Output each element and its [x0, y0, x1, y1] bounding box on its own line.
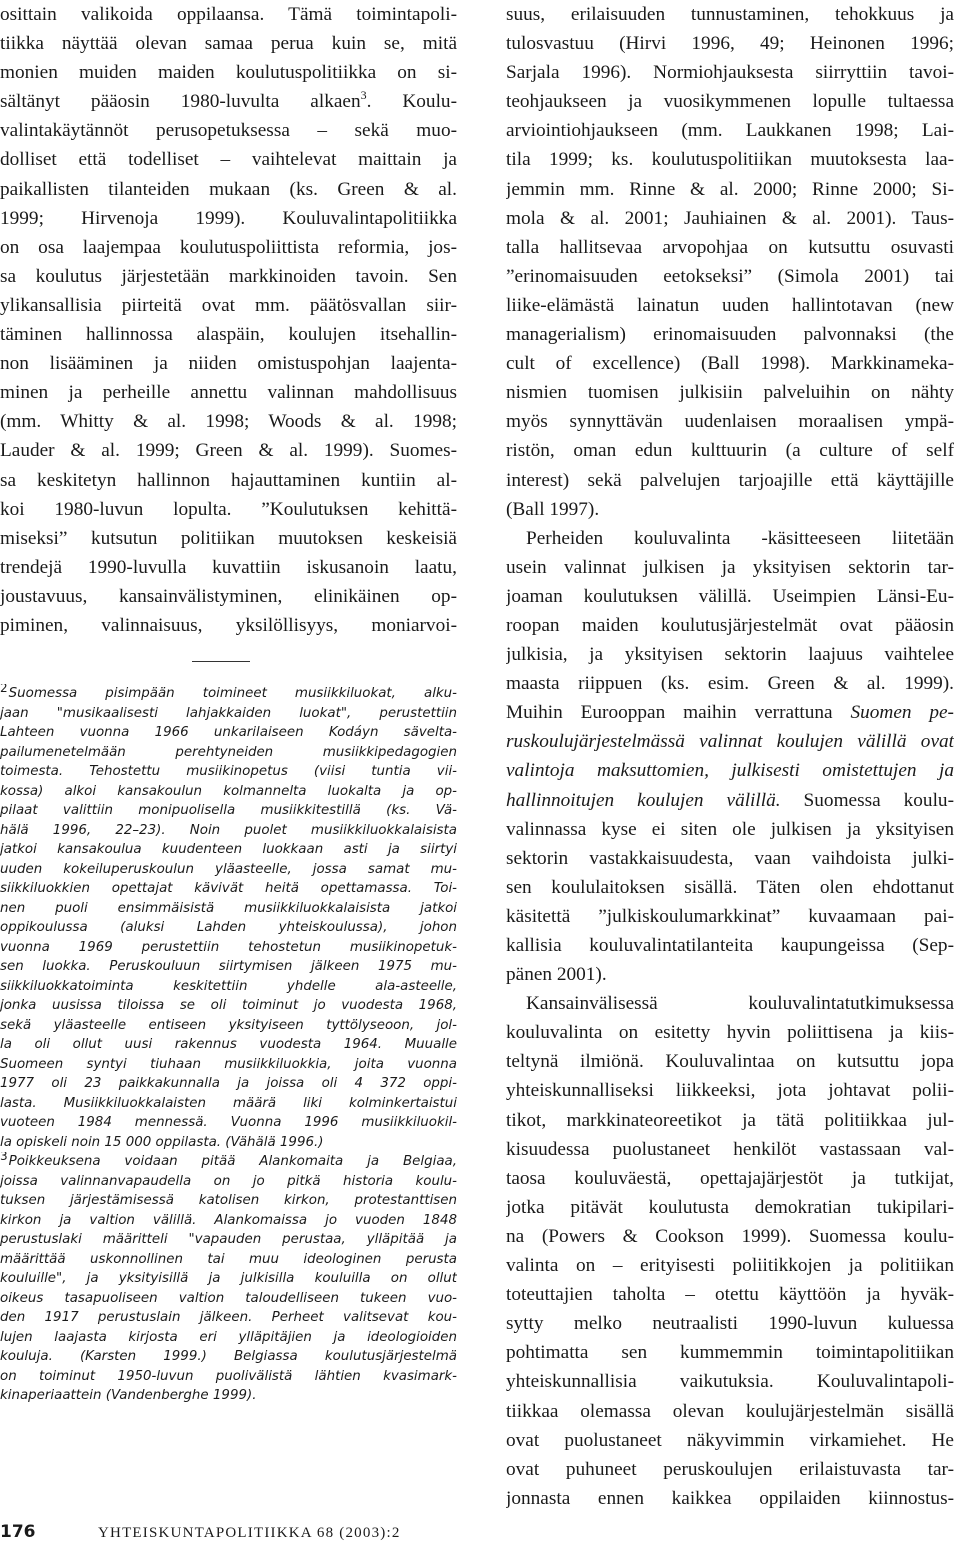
- line-text: siikkiluokkien opettajat kävivät heitä opettamassa. Toi-: [0, 881, 457, 896]
- body-text-line: [506, 669, 954, 698]
- line-text: teohjaukseen ja vuosikymmenen lopulle tultaessa: [506, 91, 954, 113]
- line-text: ovat puhuneet peruskoulujen erilaistuvasta tar-: [506, 1458, 954, 1480]
- line-text: osittain valikoida oppilaansa. Tämä toimintapoli-: [0, 4, 457, 25]
- line-text: roopan maiden koulutusjärjestelmät ovat pääosin: [506, 614, 954, 636]
- line-text: hälä 1996, 22–23). Noin puolet musiikkiluokkalaisista: [0, 822, 457, 838]
- line-text: sektorin vastakkaisuudesta, vaan vaihdoista julki-: [506, 847, 954, 869]
- line-text: tiikka näyttää olevan samaa perua kuin se, mitä: [0, 33, 457, 55]
- body-text-line: [506, 931, 954, 960]
- line-text: jonnasta ennen kaikkea oppilaiden kiinnostus-: [506, 1487, 954, 1509]
- page-number: 176: [0, 1522, 36, 1542]
- line-text: sytty melko neutraalisti 1990-luvun kuluessa: [506, 1313, 954, 1335]
- line-text: Lahteen vuonna 1966 unkarilaiseen Kodáyn sävelta-: [0, 725, 457, 740]
- body-text-line: [0, 29, 457, 58]
- italic-text: Suomen pe-: [850, 702, 954, 724]
- footnote-number: 3: [0, 1152, 8, 1163]
- footnote-line: [0, 1094, 457, 1114]
- footnote-line: [0, 1074, 457, 1094]
- body-text-line: [506, 611, 954, 640]
- line-text: piminen, valinnaisuus, yksilöllisyys, moniarvoi-: [0, 614, 457, 636]
- line-text: tila 1999; ks. koulutuspolitiikan muutoksesta laa-: [506, 149, 954, 171]
- body-text-line: [506, 1397, 954, 1426]
- body-text-line: [506, 29, 954, 58]
- line-text: usein valinnat julkisen ja yksityisen sektorin tar-: [506, 556, 954, 578]
- body-text-line: [506, 1018, 954, 1047]
- body-text-line: [506, 1280, 954, 1309]
- body-text-line: [0, 349, 457, 378]
- body-text-line: [0, 58, 457, 87]
- line-text: arviointiohjaukseen (mm. Laukkanen 1998; Lai-: [506, 120, 954, 142]
- line-text: la opiskeli noin 15 000 oppilasta. (Vähälä 1996.): [0, 1134, 324, 1150]
- footnote-line: [0, 957, 457, 977]
- body-text-line: [506, 204, 954, 233]
- line-text: sa koulutus järjestetään markkinoiden tavoin. Sen: [0, 265, 457, 287]
- body-text-line: [506, 1338, 954, 1367]
- line-text: nen puoli ensimmäisistä musiikkiluokkalaisista jatkoi: [0, 900, 457, 916]
- footnote-line: [0, 1152, 457, 1172]
- footnote-line: [0, 938, 457, 958]
- body-text-line: [506, 1047, 954, 1076]
- body-text-line: [0, 116, 457, 145]
- footnote-line: [0, 821, 457, 841]
- body-text-line: [506, 407, 954, 436]
- footnote-line: [0, 840, 457, 860]
- body-text-line: [506, 1309, 954, 1338]
- line-text: ovat puolustaneet näkyvimmin virkamiehet. He: [506, 1429, 954, 1451]
- footnote-line: [0, 879, 457, 899]
- line-text: vuoteen 1984 mennessä. Vuonna 1996 musiikkiluokil-: [0, 1115, 457, 1130]
- line-text: jaan "musikaalisesti lahjakkaiden luokat", perustettiin: [0, 705, 457, 721]
- line-text: määrittää uskonnollinen tai muu ideologinen perusta: [0, 1251, 457, 1267]
- footnote-line: [0, 723, 457, 743]
- line-text: lujen laajasta kirjosta eri ylläpitäjien ja ideologioiden: [0, 1329, 457, 1345]
- line-text: tuksen järjestämisessä katolisen kirkon, protestanttisen: [0, 1193, 457, 1208]
- line-text: cult of excellence) (Ball 1998). Markkinameka-: [506, 353, 954, 375]
- body-text-line: [506, 524, 954, 553]
- footnote-line: [0, 1289, 457, 1309]
- line-text: maasta riippuen (ks. esim. Green & al. 1999).: [506, 673, 954, 695]
- line-text: minen ja perheille annettu valinnan mahdollisuus: [0, 382, 457, 404]
- line-text: tulosvastuu (Hirvi 1996, 49; Heinonen 1996;: [506, 33, 954, 55]
- body-text-line: [506, 786, 954, 815]
- line-text: sekä yläasteelle entiseen yksityiseen tyttölyseoon, jol-: [0, 1017, 457, 1033]
- line-text: toimesta. Tehostettu musiikinopetus (viisi tuntia vii-: [0, 764, 457, 779]
- line-text: teltynä ilmiönä. Kouluvalintaa on kutsuttu jopa: [506, 1051, 954, 1073]
- footnote-line: [0, 743, 457, 763]
- footnote-line: [0, 1269, 457, 1289]
- line-text: Lauder & al. 1999; Green & al. 1999). Suomes-: [0, 440, 457, 462]
- line-text: Suomessa koulu-: [780, 789, 954, 811]
- footnote-divider: [192, 661, 250, 662]
- line-text: tiikkaa olemassa olevan koulujärjestelmän sisällä: [506, 1400, 954, 1422]
- body-text-line: [0, 233, 457, 262]
- line-text: . Koulu-: [366, 91, 457, 113]
- line-text: kallisia kouluvalintatilanteita kaupungeissa (Sep-: [506, 935, 954, 956]
- footnote-line: [0, 1035, 457, 1055]
- italic-text: hallinnoitujen koulujen välillä.: [506, 789, 781, 811]
- left-column: [0, 0, 457, 640]
- footnote-line: [0, 1230, 457, 1250]
- footnote-line: [0, 1367, 457, 1387]
- body-text-line: [506, 873, 954, 902]
- italic-text: ruskoulujärjestelmässä valinnat koulujen välillä ovat: [506, 731, 954, 753]
- body-text-line: [506, 58, 954, 87]
- line-text: ylikansallisia piirteitä ovat mm. päätösvallan siir-: [0, 294, 457, 316]
- line-text: ristön, oman edun kulttuurin (a culture of self: [506, 440, 954, 462]
- line-text: managerialism) erinomaisuuden palvonnaksi (the: [506, 324, 954, 346]
- line-text: interest) sekä palvelujen tarjoajille että käyttäjille: [506, 469, 954, 491]
- body-text-line: [506, 582, 954, 611]
- footnote-line: [0, 1328, 457, 1348]
- footnote-line: [0, 1347, 457, 1367]
- line-text: lasta. Musiikkiluokkalaisten määrä liki kolminkertaistui: [0, 1095, 457, 1111]
- body-text-line: [506, 844, 954, 873]
- line-text: pilaat valittiin monipuolisella musiikkitestillä (ks. Vä-: [0, 803, 457, 818]
- line-text: koi 1980-luvun lopulta. ”Koulutuksen kehittä-: [0, 498, 457, 520]
- line-text: oppikoulussa (aluksi Lahden yhteiskoulussa), johon: [0, 920, 457, 935]
- body-text-line: [506, 1367, 954, 1396]
- footnote-line: [0, 1308, 457, 1328]
- line-text: sa keskitetyn hallinnon hajauttaminen kuntiin al-: [0, 469, 457, 491]
- body-text-line: [506, 1251, 954, 1280]
- line-text: (Ball 1997).: [506, 498, 600, 520]
- line-text: sältänyt pääosin 1980-luvulta alkaen: [0, 91, 361, 113]
- line-text: sen koululaitoksen sisällä. Täten olen ehdottanut: [506, 876, 954, 898]
- line-text: joustavuus, kansainvälistyminen, elinikäinen op-: [0, 585, 457, 607]
- body-text-line: [506, 1164, 954, 1193]
- italic-text: valintoja maksuttomien, julkisesti omistettujen ja: [506, 760, 954, 782]
- footnote-line: [0, 704, 457, 724]
- line-text: vuonna 1969 perustettiin tehostetun musiikinopetuk-: [0, 939, 457, 955]
- footnote-line: [0, 1055, 457, 1075]
- line-text: den 1917 perustuslain jälkeen. Perheet valitsevat kou-: [0, 1310, 457, 1325]
- line-text: kouluvalinta on esitetty hyvin poliittisena ja kiis-: [506, 1022, 954, 1044]
- line-text: monien muiden maiden koulutuspolitiikka on si-: [0, 62, 457, 84]
- line-text: uuden kokeiluperuskoulun yläasteelle, jossa samat mu-: [0, 861, 457, 877]
- line-text: käsitettä ”julkiskoulumarkkinat” kuvaamaan pai-: [506, 905, 954, 927]
- body-text-line: [506, 116, 954, 145]
- line-text: miseksi” kutsutun politiikan muutoksen keskeisiä: [0, 527, 457, 549]
- body-text-line: [0, 466, 457, 495]
- line-text: joissa valinnanvapaudella on jo pitkä historia koulu-: [0, 1173, 457, 1189]
- line-text: jatkoi kansakoulua kuudenteen luokkaan asti ja siirtyi: [0, 842, 457, 857]
- body-text-line: [506, 1222, 954, 1251]
- body-text-line: [506, 233, 954, 262]
- body-text-line: [506, 320, 954, 349]
- body-text-line: [506, 436, 954, 465]
- line-text: nismien tuomisen julkisiin palveluihin on nähty: [506, 382, 954, 404]
- body-text-line: [0, 436, 457, 465]
- footnote-line: [0, 977, 457, 997]
- line-text: Perheiden kouluvalinta -käsitteeseen liitetään: [526, 527, 954, 549]
- line-text: ”erinomaisuuden eetokseksi” (Simola 2001) tai: [506, 265, 954, 287]
- body-text-line: [506, 262, 954, 291]
- line-text: na (Powers & Cookson 1999). Suomessa koulu-: [506, 1225, 954, 1247]
- body-text-line: [506, 145, 954, 174]
- footnotes: [0, 684, 457, 1406]
- body-text-line: [0, 291, 457, 320]
- line-text: myös synnyttävän uudenlaisen moraalisen ympä-: [506, 411, 954, 433]
- line-text: valinnassa kyse ei siten ole julkisen ja yksityisen: [506, 818, 954, 840]
- footnote-line: [0, 684, 457, 704]
- body-text-line: [506, 1455, 954, 1484]
- body-text-line: [506, 1193, 954, 1222]
- right-column: [506, 0, 954, 1513]
- body-text-line: [0, 553, 457, 582]
- body-text-line: [506, 87, 954, 116]
- body-text-line: [0, 175, 457, 204]
- line-text: kinaperiaattein (Vandenberghe 1999).: [0, 1388, 257, 1403]
- footnote-number: 2: [0, 684, 8, 695]
- body-text-line: [0, 582, 457, 611]
- line-text: kirkon ja valtion välillä. Alankomaissa jo vuoden 1848: [0, 1212, 457, 1228]
- footnote-line: [0, 1211, 457, 1231]
- body-text-line: [506, 466, 954, 495]
- line-text: 1977 oli 23 paikkakunnalla ja joissa oli 4 372 oppi-: [0, 1076, 457, 1091]
- footnote-line: [0, 996, 457, 1016]
- footnote-line: [0, 1113, 457, 1133]
- body-text-line: [506, 495, 954, 524]
- line-text: valintakäytännöt perusopetuksessa – sekä muo-: [0, 120, 457, 142]
- line-text: joaman koulutuksen välillä. Useimpien Länsi-Eu-: [506, 585, 954, 607]
- line-text: Muihin Eurooppan maihin verrattuna: [506, 702, 851, 724]
- line-text: mola & al. 2001; Jauhiainen & al. 2001). Taus-: [506, 207, 954, 229]
- body-text-line: [506, 815, 954, 844]
- footnote-line: [0, 1191, 457, 1211]
- body-text-line: [506, 902, 954, 931]
- line-text: sen luokka. Peruskouluun siirtymisen jälkeen 1975 mu-: [0, 959, 457, 974]
- body-text-line: [506, 698, 954, 727]
- body-text-line: [506, 756, 954, 785]
- line-text: suus, erilaisuuden tunnustaminen, tehokkuus ja: [506, 4, 954, 25]
- body-text-line: [506, 1135, 954, 1164]
- footnote-line: [0, 1133, 457, 1153]
- body-text-line: [506, 0, 954, 29]
- line-text: yhteiskunnalliseksi liikkeeksi, jota johtavat polii-: [506, 1080, 954, 1102]
- line-text: liike-elämästä lainatun uuden hallintotavan (new: [506, 294, 954, 316]
- body-text-line: [0, 524, 457, 553]
- footnote-reference: 3: [360, 88, 367, 103]
- line-text: Kansainvälisessä kouluvalintatutkimuksessa: [526, 993, 954, 1015]
- body-text-line: [0, 204, 457, 233]
- line-text: 1999; Hirvenoja 1999). Kouluvalintapolitiikka: [0, 207, 457, 229]
- line-text: on osa laajempaa koulutuspoliittista reformia, jos-: [0, 236, 457, 258]
- body-text-line: [0, 145, 457, 174]
- line-text: tikot, markkinateoreetikot ja tätä politiikkaa jul-: [506, 1109, 954, 1131]
- body-text-line: [506, 1076, 954, 1105]
- body-text-line: [0, 320, 457, 349]
- body-text-line: [506, 1106, 954, 1135]
- line-text: Sarjala 1996). Normiohjauksesta siirryttiin tavoi-: [506, 62, 954, 84]
- line-text: jotka pitävät koulutusta demokratian tukipilari-: [506, 1196, 954, 1218]
- journal-info: YHTEISKUNTAPOLITIIKKA 68 (2003):2: [98, 1525, 401, 1541]
- footnote-line: [0, 1172, 457, 1192]
- footnote-line: [0, 860, 457, 880]
- footnote-line: [0, 1386, 457, 1406]
- footnote-line: [0, 762, 457, 782]
- body-text-line: [506, 553, 954, 582]
- body-text-line: [506, 1426, 954, 1455]
- body-text-line: [0, 0, 457, 29]
- body-text-line: [506, 727, 954, 756]
- line-text: jonka uusissa tiloissa se oli toiminut jo vuodesta 1968,: [0, 998, 457, 1013]
- line-text: dolliset että todelliset – vaihtelevat maittain ja: [0, 149, 457, 171]
- body-text-line: [506, 640, 954, 669]
- line-text: non lisääminen ja niiden omistuspohjan laajenta-: [0, 353, 457, 375]
- footnote-line: [0, 801, 457, 821]
- body-text-line: [0, 378, 457, 407]
- line-text: yhteiskunnallisia vaikutuksia. Kouluvalintapoli-: [506, 1371, 954, 1393]
- line-text: pailumenetelmään perehtyneiden musiikkipedagogien: [0, 744, 457, 760]
- line-text: Suomeen syntyi tiuhaan musiikkiluokkia, joita vuonna: [0, 1056, 457, 1072]
- body-text-line: [506, 349, 954, 378]
- page-footer: [0, 1522, 500, 1546]
- line-text: Poikkeuksena voidaan pitää Alankomaita ja Belgiaa,: [8, 1154, 457, 1169]
- line-text: kisuudessa puolustaneet henkilöt vastassaan val-: [506, 1138, 954, 1160]
- body-text-line: [0, 262, 457, 291]
- body-text-line: [506, 960, 954, 989]
- body-text-line: [506, 291, 954, 320]
- line-text: trendejä 1990-luvulla kuvattiin iskusanoin laatu,: [0, 556, 457, 578]
- line-text: jemmin mm. Rinne & al. 2000; Rinne 2000; Si-: [506, 178, 954, 200]
- line-text: perustuslaki määritteli "vapauden perustaa, ylläpitää ja: [0, 1232, 457, 1247]
- line-text: pänen 2001).: [506, 964, 607, 986]
- line-text: taosa kouluväestä, opettajajärjestöt ja tutkijat,: [506, 1167, 954, 1189]
- line-text: julkisia, ja yksityisen sektorin laajuus vaihtelee: [506, 644, 954, 666]
- line-text: Suomessa pisimpään toimineet musiikkiluokat, alku-: [8, 686, 457, 701]
- line-text: paikallisten tilanteiden mukaan (ks. Green & al.: [0, 178, 457, 200]
- body-text-line: [506, 378, 954, 407]
- line-text: on toiminut 1950-luvun puolivälistä lähtien kvasimark-: [0, 1368, 457, 1384]
- footnote-line: [0, 899, 457, 919]
- footnote-line: [0, 1016, 457, 1036]
- footnote-line: [0, 1250, 457, 1270]
- line-text: kouluja. (Karsten 1999.) Belgiassa koulutusjärjestelmä: [0, 1349, 457, 1364]
- body-text-line: [506, 1484, 954, 1513]
- body-text-line: [0, 495, 457, 524]
- footnote-line: [0, 918, 457, 938]
- footnote-line: [0, 782, 457, 802]
- body-text-line: [0, 87, 457, 116]
- line-text: toteuttajien taholta – otettu käyttöön ja hyväk-: [506, 1284, 954, 1306]
- body-text-line: [506, 175, 954, 204]
- line-text: la oli ollut uusi rakennus vuodesta 1964. Muualle: [0, 1037, 457, 1052]
- line-text: (mm. Whitty & al. 1998; Woods & al. 1998;: [0, 411, 457, 433]
- body-text-line: [0, 611, 457, 640]
- line-text: oikeus tasapuoliseen valtion taloudelliseen tukeen vuo-: [0, 1290, 457, 1306]
- body-text-line: [506, 989, 954, 1018]
- line-text: kouluille", ja yksityisillä ja julkisilla kouluilla on ollut: [0, 1271, 457, 1286]
- line-text: siikkiluokkatoiminta keskitettiin yhdelle ala-asteelle,: [0, 978, 457, 994]
- body-text-line: [0, 407, 457, 436]
- line-text: valinta on – erityisesti poliitikkojen ja politiikan: [506, 1255, 954, 1277]
- line-text: täminen hallinnossa alaspäin, koulujen itsehallin-: [0, 324, 457, 346]
- line-text: talla hallitsevaa arvopohjaa on kutsuttu osuvasti: [506, 236, 954, 258]
- line-text: pohtimatta sen kummemmin toimintapolitiikan: [506, 1342, 954, 1364]
- line-text: kossa) alkoi kansakoulun kolmannelta luokalta ja op-: [0, 783, 457, 799]
